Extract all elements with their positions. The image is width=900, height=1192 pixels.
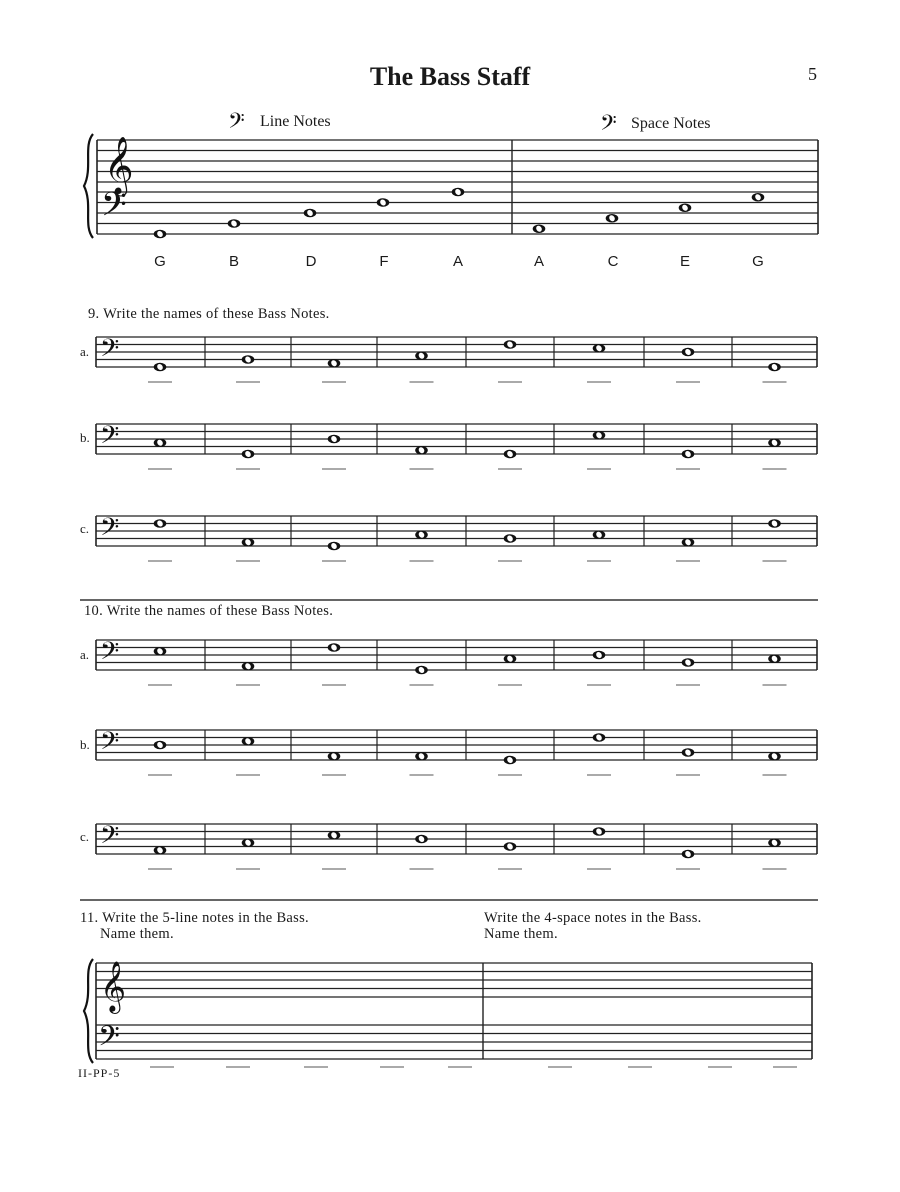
whole-note <box>768 654 781 663</box>
whole-note <box>415 351 428 360</box>
line-note <box>377 198 390 207</box>
whole-note <box>504 842 517 851</box>
whole-note <box>593 530 606 539</box>
whole-note <box>682 348 695 357</box>
exercise-11-heading-right-2: Name them. <box>484 926 558 942</box>
whole-note <box>593 344 606 353</box>
whole-note <box>328 542 341 551</box>
whole-note <box>154 741 167 750</box>
whole-note <box>415 835 428 844</box>
exercise-11-heading-right-1: Write the 4-space notes in the Bass. <box>484 910 702 926</box>
bass-clef-icon: 𝄢 <box>100 334 120 369</box>
whole-note <box>593 651 606 660</box>
whole-note <box>328 831 341 840</box>
bass-clef-icon: 𝄢 <box>98 1020 120 1060</box>
row-label: a. <box>80 647 90 662</box>
bass-clef-icon: 𝄢 <box>100 727 120 762</box>
space-note-name: C <box>607 253 619 270</box>
row-label: b. <box>80 430 90 445</box>
whole-note <box>768 752 781 761</box>
whole-note <box>504 534 517 543</box>
space-notes-label: Space Notes <box>631 115 711 132</box>
whole-note <box>768 838 781 847</box>
whole-note <box>504 756 517 765</box>
row-label: c. <box>80 521 90 536</box>
space-note <box>606 214 619 223</box>
bass-clef-icon: 𝄢 <box>100 821 120 856</box>
whole-note <box>328 359 341 368</box>
whole-note <box>154 438 167 447</box>
line-note-name: B <box>228 253 239 270</box>
whole-note <box>682 450 695 459</box>
whole-note <box>682 538 695 547</box>
whole-note <box>504 450 517 459</box>
whole-note <box>593 733 606 742</box>
whole-note <box>415 446 428 455</box>
whole-note <box>154 647 167 656</box>
treble-clef-icon: 𝄞 <box>100 961 127 1012</box>
page-title: The Bass Staff <box>369 62 531 91</box>
whole-note <box>154 519 167 528</box>
whole-note <box>682 748 695 757</box>
bass-clef-icon: 𝄢 <box>101 186 127 232</box>
bass-clef-icon: 𝄢 <box>600 111 617 141</box>
page-number: 5 <box>808 64 817 84</box>
whole-note <box>415 666 428 675</box>
exercise-11-heading-left-1: 11. Write the 5-line notes in the Bass. <box>80 910 309 926</box>
whole-note <box>328 752 341 761</box>
whole-note <box>593 431 606 440</box>
treble-clef-icon: 𝄞 <box>104 136 134 194</box>
row-label: a. <box>80 344 90 359</box>
whole-note <box>242 737 255 746</box>
bass-clef-icon: 𝄢 <box>228 109 245 139</box>
bass-clef-icon: 𝄢 <box>100 513 120 548</box>
whole-note <box>242 662 255 671</box>
whole-note <box>504 340 517 349</box>
whole-note <box>682 658 695 667</box>
whole-note <box>504 654 517 663</box>
brace <box>84 959 93 1063</box>
whole-note <box>768 363 781 372</box>
whole-note <box>682 850 695 859</box>
line-note <box>154 230 167 239</box>
line-note-name: G <box>154 253 166 270</box>
whole-note <box>242 355 255 364</box>
whole-note <box>593 827 606 836</box>
line-notes-label: Line Notes <box>260 113 331 130</box>
space-note-name: G <box>752 253 764 270</box>
bass-clef-icon: 𝄢 <box>100 421 120 456</box>
whole-note <box>242 538 255 547</box>
whole-note <box>154 363 167 372</box>
exercise-10-heading: 10. Write the names of these Bass Notes. <box>84 603 334 619</box>
row-label: c. <box>80 829 90 844</box>
bass-clef-icon: 𝄢 <box>100 637 120 672</box>
line-note-name: A <box>452 253 463 270</box>
exercise-9-heading: 9. Write the names of these Bass Notes. <box>88 306 330 322</box>
line-note-name: D <box>305 253 317 270</box>
whole-note <box>328 435 341 444</box>
row-label: b. <box>80 737 90 752</box>
whole-note <box>328 643 341 652</box>
whole-note <box>768 438 781 447</box>
line-note <box>452 188 465 197</box>
brace <box>84 134 93 238</box>
space-note <box>533 224 546 233</box>
space-note-name: A <box>533 253 544 270</box>
whole-note <box>415 752 428 761</box>
space-note <box>679 203 692 212</box>
line-note-name: F <box>379 253 389 270</box>
whole-note <box>415 530 428 539</box>
whole-note <box>154 846 167 855</box>
space-note <box>752 193 765 202</box>
line-note <box>228 219 241 228</box>
whole-note <box>768 519 781 528</box>
space-note-name: E <box>679 253 690 270</box>
footer-code: II-PP-5 <box>78 1066 121 1080</box>
whole-note <box>242 450 255 459</box>
line-note <box>304 209 317 218</box>
exercise-11-heading-left-2: Name them. <box>100 926 174 942</box>
whole-note <box>242 838 255 847</box>
